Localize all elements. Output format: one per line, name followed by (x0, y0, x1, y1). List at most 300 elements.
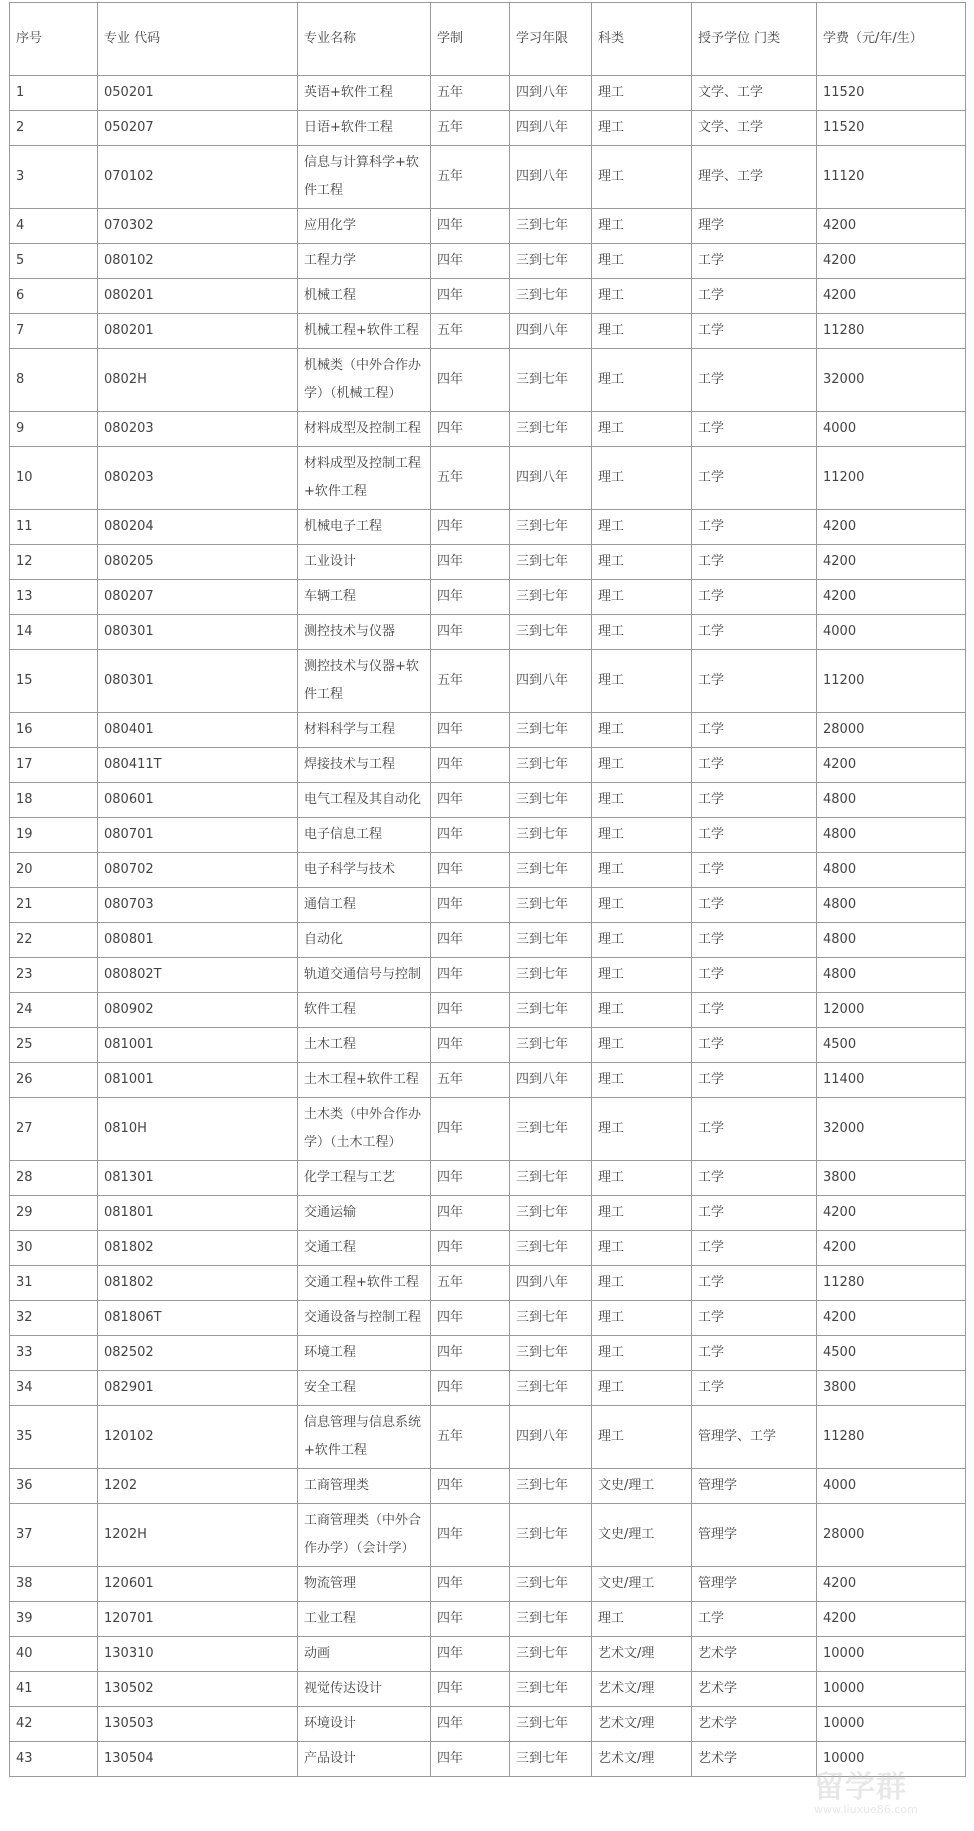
row-no: 35 (10, 1406, 98, 1469)
row-duration: 四年 (431, 1504, 510, 1567)
row-years: 四到八年 (510, 76, 592, 111)
row-no: 15 (10, 650, 98, 713)
row-duration: 四年 (431, 1469, 510, 1504)
table-row (10, 1028, 966, 1063)
row-name: 通信工程 (298, 888, 431, 923)
row-code: 070102 (98, 146, 298, 209)
row-category: 理工 (592, 615, 692, 650)
row-duration: 五年 (431, 76, 510, 111)
row-degree: 工学 (692, 923, 817, 958)
row-code: 081001 (98, 1063, 298, 1098)
row-name: 工程力学 (298, 244, 431, 279)
row-category: 理工 (592, 279, 692, 314)
row-fee: 3800 (817, 1371, 966, 1406)
row-name: 测控技术与仪器 (298, 615, 431, 650)
row-years: 三到七年 (510, 244, 592, 279)
row-fee: 4800 (817, 818, 966, 853)
row-code: 080205 (98, 545, 298, 580)
row-duration: 四年 (431, 1707, 510, 1742)
row-years: 三到七年 (510, 545, 592, 580)
row-category: 理工 (592, 888, 692, 923)
row-duration: 四年 (431, 923, 510, 958)
row-no: 36 (10, 1469, 98, 1504)
row-no: 42 (10, 1707, 98, 1742)
row-degree: 工学 (692, 993, 817, 1028)
row-duration: 四年 (431, 993, 510, 1028)
row-category: 理工 (592, 1063, 692, 1098)
row-fee: 32000 (817, 349, 966, 412)
row-category: 艺术文/理 (592, 1637, 692, 1672)
row-category: 理工 (592, 510, 692, 545)
row-fee: 4200 (817, 244, 966, 279)
row-name: 产品设计 (298, 1742, 431, 1777)
row-duration: 五年 (431, 314, 510, 349)
row-fee: 4000 (817, 412, 966, 447)
row-name: 机械电子工程 (298, 510, 431, 545)
table-row (10, 783, 966, 818)
row-duration: 四年 (431, 748, 510, 783)
row-no: 17 (10, 748, 98, 783)
table-row (10, 510, 966, 545)
row-duration: 四年 (431, 349, 510, 412)
row-degree: 工学 (692, 1301, 817, 1336)
row-years: 三到七年 (510, 1602, 592, 1637)
row-degree: 文学、工学 (692, 76, 817, 111)
table-row (10, 349, 966, 412)
row-no: 12 (10, 545, 98, 580)
row-code: 080203 (98, 447, 298, 510)
row-name: 焊接技术与工程 (298, 748, 431, 783)
table-row (10, 1602, 966, 1637)
row-no: 24 (10, 993, 98, 1028)
row-category: 理工 (592, 412, 692, 447)
row-code: 081802 (98, 1266, 298, 1301)
row-duration: 四年 (431, 510, 510, 545)
row-no: 7 (10, 314, 98, 349)
row-code: 081806T (98, 1301, 298, 1336)
row-degree: 工学 (692, 818, 817, 853)
row-degree: 工学 (692, 314, 817, 349)
row-years: 三到七年 (510, 783, 592, 818)
row-degree: 工学 (692, 1266, 817, 1301)
row-fee: 4000 (817, 1469, 966, 1504)
row-fee: 4200 (817, 1196, 966, 1231)
watermark-sub: www.liuxue86.com (814, 1803, 918, 1816)
row-duration: 四年 (431, 279, 510, 314)
watermark-main: 留学群 (814, 1770, 907, 1805)
row-code: 080701 (98, 818, 298, 853)
row-degree: 工学 (692, 1336, 817, 1371)
row-duration: 四年 (431, 958, 510, 993)
row-fee: 4200 (817, 1602, 966, 1637)
row-category: 文史/理工 (592, 1504, 692, 1567)
row-no: 25 (10, 1028, 98, 1063)
row-no: 33 (10, 1336, 98, 1371)
row-fee: 4200 (817, 1301, 966, 1336)
row-degree: 工学 (692, 853, 817, 888)
row-category: 理工 (592, 713, 692, 748)
row-name: 机械工程+软件工程 (298, 314, 431, 349)
row-duration: 四年 (431, 713, 510, 748)
table-row (10, 111, 966, 146)
row-code: 080702 (98, 853, 298, 888)
row-degree: 工学 (692, 412, 817, 447)
row-code: 081802 (98, 1231, 298, 1266)
table-row (10, 209, 966, 244)
row-category: 理工 (592, 1266, 692, 1301)
row-no: 23 (10, 958, 98, 993)
table-header-row (10, 3, 966, 76)
table-row (10, 615, 966, 650)
row-duration: 四年 (431, 545, 510, 580)
row-degree: 工学 (692, 713, 817, 748)
row-category: 理工 (592, 314, 692, 349)
row-degree: 工学 (692, 447, 817, 510)
row-years: 三到七年 (510, 209, 592, 244)
row-name: 交通工程+软件工程 (298, 1266, 431, 1301)
row-degree: 工学 (692, 349, 817, 412)
row-category: 文史/理工 (592, 1567, 692, 1602)
row-name: 电子信息工程 (298, 818, 431, 853)
row-category: 理工 (592, 650, 692, 713)
row-category: 理工 (592, 1336, 692, 1371)
row-degree: 艺术学 (692, 1707, 817, 1742)
table-row (10, 1098, 966, 1161)
row-category: 理工 (592, 146, 692, 209)
row-degree: 工学 (692, 1231, 817, 1266)
row-fee: 4000 (817, 615, 966, 650)
row-duration: 五年 (431, 1406, 510, 1469)
row-code: 080201 (98, 314, 298, 349)
row-degree: 文学、工学 (692, 111, 817, 146)
row-name: 土木工程 (298, 1028, 431, 1063)
row-fee: 10000 (817, 1707, 966, 1742)
row-name: 信息与计算科学+软件工程 (298, 146, 431, 209)
row-code: 080801 (98, 923, 298, 958)
table-row (10, 958, 966, 993)
row-years: 四到八年 (510, 146, 592, 209)
row-category: 艺术文/理 (592, 1672, 692, 1707)
row-code: 070302 (98, 209, 298, 244)
row-category: 理工 (592, 1196, 692, 1231)
header-fee: 学费（元/年/生） (817, 3, 966, 76)
row-fee: 11200 (817, 447, 966, 510)
row-years: 三到七年 (510, 1301, 592, 1336)
row-category: 理工 (592, 783, 692, 818)
table-row (10, 447, 966, 510)
table-row (10, 1266, 966, 1301)
header-degree: 授予学位 门类 (692, 3, 817, 76)
row-degree: 工学 (692, 748, 817, 783)
table-row (10, 1504, 966, 1567)
row-years: 三到七年 (510, 615, 592, 650)
row-years: 三到七年 (510, 1371, 592, 1406)
table-row (10, 412, 966, 447)
row-code: 120601 (98, 1567, 298, 1602)
row-years: 三到七年 (510, 1707, 592, 1742)
row-fee: 11400 (817, 1063, 966, 1098)
row-name: 交通运输 (298, 1196, 431, 1231)
row-years: 三到七年 (510, 958, 592, 993)
row-name: 土木工程+软件工程 (298, 1063, 431, 1098)
row-degree: 管理学 (692, 1567, 817, 1602)
row-years: 三到七年 (510, 713, 592, 748)
row-category: 理工 (592, 818, 692, 853)
row-name: 自动化 (298, 923, 431, 958)
row-years: 三到七年 (510, 888, 592, 923)
row-degree: 工学 (692, 1028, 817, 1063)
row-fee: 28000 (817, 713, 966, 748)
row-name: 安全工程 (298, 1371, 431, 1406)
row-code: 080802T (98, 958, 298, 993)
row-degree: 工学 (692, 1098, 817, 1161)
row-no: 4 (10, 209, 98, 244)
row-no: 3 (10, 146, 98, 209)
row-no: 34 (10, 1371, 98, 1406)
row-degree: 工学 (692, 888, 817, 923)
row-no: 29 (10, 1196, 98, 1231)
row-fee: 4500 (817, 1028, 966, 1063)
row-name: 材料成型及控制工程 (298, 412, 431, 447)
row-years: 三到七年 (510, 349, 592, 412)
row-duration: 四年 (431, 888, 510, 923)
row-degree: 工学 (692, 1371, 817, 1406)
row-duration: 四年 (431, 615, 510, 650)
row-fee: 11520 (817, 76, 966, 111)
row-code: 130502 (98, 1672, 298, 1707)
row-fee: 11200 (817, 650, 966, 713)
row-code: 080411T (98, 748, 298, 783)
row-name: 工业设计 (298, 545, 431, 580)
row-duration: 五年 (431, 1063, 510, 1098)
row-no: 22 (10, 923, 98, 958)
row-degree: 管理学、工学 (692, 1406, 817, 1469)
row-years: 三到七年 (510, 748, 592, 783)
header-no: 序号 (10, 3, 98, 76)
row-degree: 工学 (692, 244, 817, 279)
row-years: 三到七年 (510, 1196, 592, 1231)
row-no: 13 (10, 580, 98, 615)
row-category: 理工 (592, 447, 692, 510)
table-row (10, 818, 966, 853)
row-no: 9 (10, 412, 98, 447)
row-fee: 4800 (817, 853, 966, 888)
row-code: 0802H (98, 349, 298, 412)
row-code: 080207 (98, 580, 298, 615)
row-degree: 理学、工学 (692, 146, 817, 209)
row-fee: 4200 (817, 279, 966, 314)
row-fee: 12000 (817, 993, 966, 1028)
row-name: 材料科学与工程 (298, 713, 431, 748)
row-years: 三到七年 (510, 279, 592, 314)
row-duration: 四年 (431, 1567, 510, 1602)
row-years: 三到七年 (510, 1637, 592, 1672)
table-row (10, 1406, 966, 1469)
row-duration: 五年 (431, 146, 510, 209)
row-name: 软件工程 (298, 993, 431, 1028)
row-degree: 工学 (692, 510, 817, 545)
row-degree: 工学 (692, 958, 817, 993)
row-years: 四到八年 (510, 1063, 592, 1098)
row-name: 视觉传达设计 (298, 1672, 431, 1707)
row-duration: 四年 (431, 1672, 510, 1707)
row-degree: 理学 (692, 209, 817, 244)
row-no: 43 (10, 1742, 98, 1777)
row-code: 1202H (98, 1504, 298, 1567)
row-fee: 11280 (817, 1406, 966, 1469)
row-years: 三到七年 (510, 1231, 592, 1266)
row-duration: 四年 (431, 1336, 510, 1371)
row-no: 39 (10, 1602, 98, 1637)
row-years: 三到七年 (510, 1098, 592, 1161)
row-code: 050207 (98, 111, 298, 146)
row-duration: 四年 (431, 1301, 510, 1336)
row-years: 三到七年 (510, 1469, 592, 1504)
row-category: 理工 (592, 1161, 692, 1196)
row-name: 应用化学 (298, 209, 431, 244)
row-duration: 四年 (431, 412, 510, 447)
row-no: 19 (10, 818, 98, 853)
row-name: 工业工程 (298, 1602, 431, 1637)
row-category: 理工 (592, 1406, 692, 1469)
row-no: 6 (10, 279, 98, 314)
row-name: 机械类（中外合作办学）（机械工程） (298, 349, 431, 412)
row-years: 三到七年 (510, 1504, 592, 1567)
header-name: 专业名称 (298, 3, 431, 76)
row-duration: 四年 (431, 1098, 510, 1161)
row-years: 四到八年 (510, 314, 592, 349)
row-no: 26 (10, 1063, 98, 1098)
row-code: 082502 (98, 1336, 298, 1371)
row-fee: 11280 (817, 314, 966, 349)
row-years: 四到八年 (510, 1406, 592, 1469)
row-duration: 四年 (431, 818, 510, 853)
row-years: 三到七年 (510, 412, 592, 447)
row-fee: 10000 (817, 1672, 966, 1707)
row-years: 三到七年 (510, 818, 592, 853)
row-code: 080301 (98, 615, 298, 650)
row-name: 电子科学与技术 (298, 853, 431, 888)
row-code: 081801 (98, 1196, 298, 1231)
table-row (10, 1672, 966, 1707)
row-years: 三到七年 (510, 580, 592, 615)
row-duration: 四年 (431, 244, 510, 279)
row-fee: 11520 (817, 111, 966, 146)
row-degree: 工学 (692, 279, 817, 314)
row-category: 理工 (592, 958, 692, 993)
tuition-table-container (9, 2, 965, 1777)
row-name: 动画 (298, 1637, 431, 1672)
row-category: 理工 (592, 748, 692, 783)
row-fee: 4800 (817, 923, 966, 958)
row-duration: 四年 (431, 1371, 510, 1406)
row-degree: 工学 (692, 545, 817, 580)
row-code: 080401 (98, 713, 298, 748)
row-name: 英语+软件工程 (298, 76, 431, 111)
row-duration: 四年 (431, 1161, 510, 1196)
row-fee: 11280 (817, 1266, 966, 1301)
row-no: 41 (10, 1672, 98, 1707)
table-row (10, 1063, 966, 1098)
row-no: 10 (10, 447, 98, 510)
row-duration: 五年 (431, 1266, 510, 1301)
table-row (10, 923, 966, 958)
row-name: 工商管理类（中外合作办学）（会计学） (298, 1504, 431, 1567)
table-row (10, 713, 966, 748)
table-body (10, 76, 966, 1777)
row-duration: 四年 (431, 1637, 510, 1672)
row-code: 080204 (98, 510, 298, 545)
row-fee: 4200 (817, 580, 966, 615)
table-row (10, 1567, 966, 1602)
row-name: 交通设备与控制工程 (298, 1301, 431, 1336)
row-years: 三到七年 (510, 510, 592, 545)
row-code: 080203 (98, 412, 298, 447)
header-code: 专业 代码 (98, 3, 298, 76)
row-years: 四到八年 (510, 447, 592, 510)
row-name: 环境设计 (298, 1707, 431, 1742)
table-row (10, 244, 966, 279)
row-name: 物流管理 (298, 1567, 431, 1602)
row-duration: 四年 (431, 209, 510, 244)
row-category: 理工 (592, 580, 692, 615)
table-row (10, 1301, 966, 1336)
row-category: 理工 (592, 1231, 692, 1266)
table-row (10, 1161, 966, 1196)
row-name: 机械工程 (298, 279, 431, 314)
row-code: 0810H (98, 1098, 298, 1161)
row-no: 40 (10, 1637, 98, 1672)
row-degree: 工学 (692, 1602, 817, 1637)
row-no: 18 (10, 783, 98, 818)
row-category: 理工 (592, 209, 692, 244)
row-no: 20 (10, 853, 98, 888)
row-no: 5 (10, 244, 98, 279)
row-fee: 4800 (817, 958, 966, 993)
row-name: 信息管理与信息系统+软件工程 (298, 1406, 431, 1469)
row-fee: 32000 (817, 1098, 966, 1161)
row-category: 理工 (592, 111, 692, 146)
row-degree: 管理学 (692, 1504, 817, 1567)
row-no: 21 (10, 888, 98, 923)
row-degree: 工学 (692, 783, 817, 818)
row-degree: 工学 (692, 650, 817, 713)
row-code: 082901 (98, 1371, 298, 1406)
row-category: 理工 (592, 545, 692, 580)
row-duration: 四年 (431, 783, 510, 818)
row-duration: 四年 (431, 1231, 510, 1266)
watermark-logo (814, 1770, 964, 1821)
table-row (10, 314, 966, 349)
row-category: 理工 (592, 1371, 692, 1406)
row-degree: 工学 (692, 1161, 817, 1196)
row-years: 三到七年 (510, 1567, 592, 1602)
row-years: 四到八年 (510, 1266, 592, 1301)
row-fee: 4800 (817, 783, 966, 818)
row-category: 理工 (592, 244, 692, 279)
row-degree: 艺术学 (692, 1742, 817, 1777)
row-degree: 艺术学 (692, 1637, 817, 1672)
row-degree: 工学 (692, 1196, 817, 1231)
row-category: 理工 (592, 1301, 692, 1336)
row-duration: 四年 (431, 1602, 510, 1637)
row-no: 8 (10, 349, 98, 412)
row-category: 艺术文/理 (592, 1742, 692, 1777)
table-row (10, 650, 966, 713)
row-code: 130310 (98, 1637, 298, 1672)
header-duration: 学制 (431, 3, 510, 76)
row-degree: 工学 (692, 580, 817, 615)
